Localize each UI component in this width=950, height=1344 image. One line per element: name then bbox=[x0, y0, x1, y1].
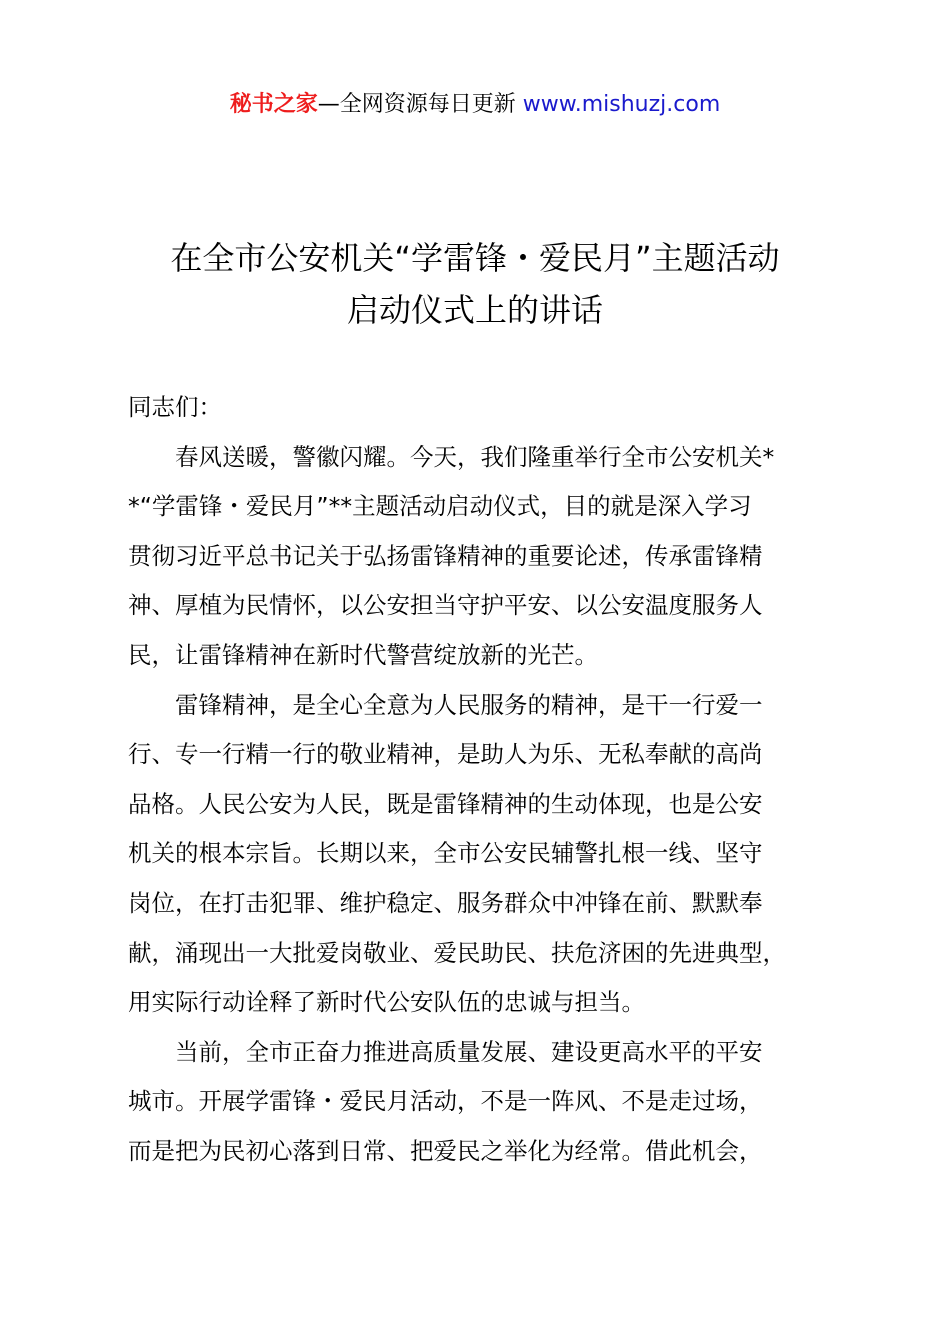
document-title bbox=[0, 232, 950, 336]
paragraph-line: 品格。人民公安为人民，既是雷锋精神的生动体现，也是公安 bbox=[128, 789, 763, 818]
site-url[interactable]: www.mishuzj.com bbox=[522, 92, 721, 117]
paragraph-line: 神、厚植为民情怀，以公安担当守护平安、以公安温度服务人 bbox=[128, 591, 763, 620]
paragraph-line: 岗位，在打击犯罪、维护稳定、服务群众中冲锋在前、默默奉 bbox=[128, 888, 763, 917]
paragraph-line: 机关的根本宗旨。长期以来，全市公安民辅警扎根一线、坚守 bbox=[128, 839, 763, 868]
paragraph-line: 民，让雷锋精神在新时代警营绽放新的光芒。 bbox=[128, 640, 598, 669]
brand-name: 秘书之家 bbox=[229, 92, 318, 117]
paragraph-line: 行、专一行精一行的敬业精神，是助人为乐、无私奉献的高尚 bbox=[128, 740, 763, 769]
paragraph-line: 贯彻习近平总书记关于弘扬雷锋精神的重要论述，传承雷锋精 bbox=[128, 541, 763, 570]
paragraph-line: 雷锋精神，是全心全意为人民服务的精神，是干一行爱一 bbox=[175, 690, 763, 719]
paragraph-line: 春风送暖，警徽闪耀。今天，我们隆重举行全市公安机关* bbox=[175, 442, 775, 471]
paragraph-line: 而是把为民初心落到日常、把爱民之举化为经常。借此机会， bbox=[128, 1136, 763, 1165]
site-banner bbox=[0, 88, 950, 122]
title-line: 启动仪式上的讲话 bbox=[346, 291, 603, 329]
paragraph-line: 用实际行动诠释了新时代公安队伍的忠诚与担当。 bbox=[128, 988, 645, 1017]
paragraph-line: *“学雷锋・爱民月”**主题活动启动仪式，目的就是深入学习 bbox=[128, 492, 752, 521]
brand-slogan: —全网资源每日更新 bbox=[317, 92, 516, 117]
document-body bbox=[128, 386, 838, 1180]
paragraph-line: 献，涌现出一大批爱岗敬业、爱民助民、扶危济困的先进典型， bbox=[128, 938, 786, 967]
paragraph-line: 城市。开展学雷锋・爱民月活动，不是一阵风、不是走过场， bbox=[128, 1087, 763, 1116]
paragraph-line: 当前，全市正奋力推进高质量发展、建设更高水平的平安 bbox=[175, 1037, 763, 1066]
title-line: 在全市公安机关“学雷锋・爱民月”主题活动 bbox=[170, 239, 780, 277]
salutation: 同志们： bbox=[128, 393, 222, 421]
